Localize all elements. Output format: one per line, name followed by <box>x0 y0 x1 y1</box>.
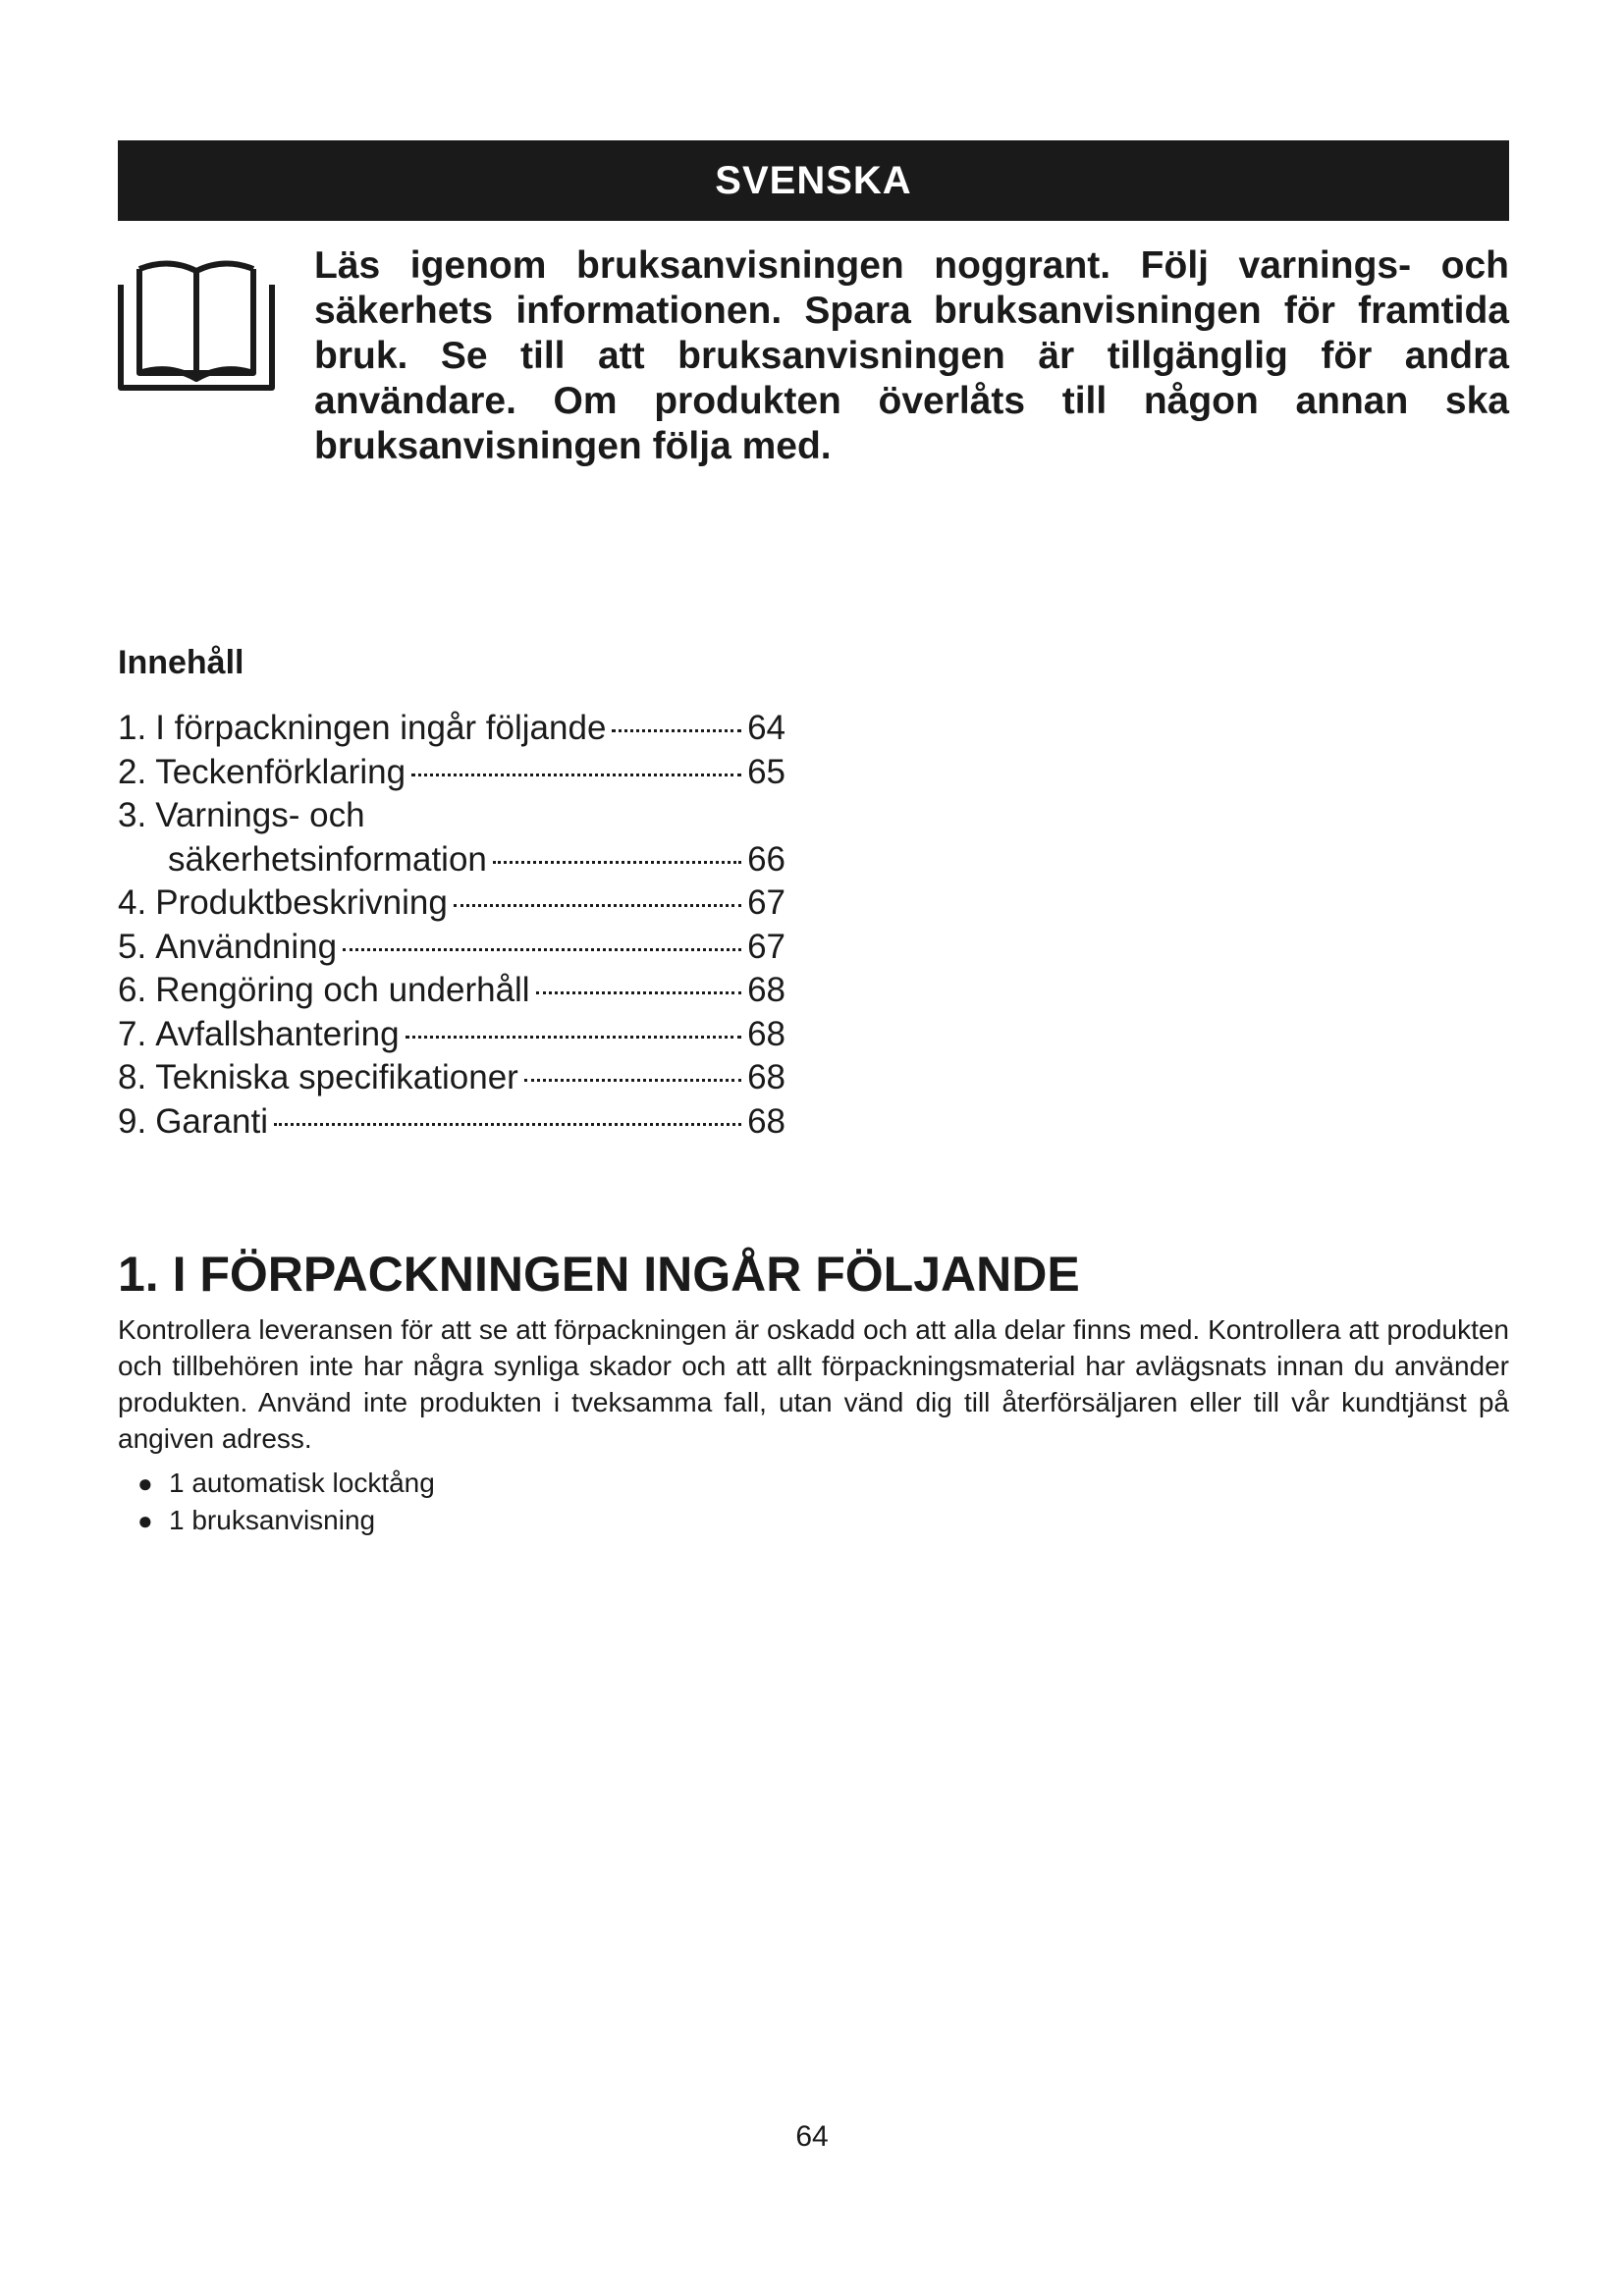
toc-entry-number: 2. <box>118 752 147 791</box>
toc-entry-title: Användning <box>155 927 338 966</box>
toc-entry-page: 67 <box>747 927 785 966</box>
toc-heading: Innehåll <box>118 644 244 681</box>
section-body-text: Kontrollera leveransen för att se att förpackningen är oskadd och att alla delar finns med. Kontrollera att produkten och tillbehören inte har några synliga skador och att allt förpackningsmaterial har avlägsnats innan du använder produkten. Använd inte produkten i tveksamma fall, utan vänd dig till återförsäljaren eller till vår kundtjänst på angiven adress. <box>118 1314 1509 1454</box>
toc-entry[interactable] <box>118 1100 785 1145</box>
toc-entry[interactable] <box>118 751 785 795</box>
toc-entry[interactable] <box>118 969 785 1013</box>
toc-entry[interactable] <box>118 1056 785 1100</box>
toc-entry-page: 68 <box>747 971 785 1009</box>
language-banner <box>118 140 1509 221</box>
toc-leader-dots <box>406 1036 741 1039</box>
language-title: SVENSKA <box>715 158 912 202</box>
toc-entry-title: I förpackningen ingår följande <box>155 709 607 747</box>
intro-notice: Läs igenom bruksanvisningen noggrant. Följ varnings- och säkerhets informationen. Spara bruksanvisningen för framtida bruk. Se till att bruksanvisningen är tillgänglig för andra användare. Om produkten överlåts till någon annan ska bruksanvisningen följa med. <box>314 244 1509 467</box>
toc-leader-dots <box>612 729 741 732</box>
toc-entry-number: 6. <box>118 971 147 1009</box>
toc-entry[interactable] <box>118 794 785 838</box>
toc-entry[interactable] <box>118 881 785 926</box>
list-item-text: 1 bruksanvisning <box>169 1505 376 1535</box>
toc-leader-dots <box>343 948 741 951</box>
toc-entry-number: 1. <box>118 709 147 747</box>
toc-entry-page: 65 <box>747 752 785 791</box>
toc-entry-title: Garanti <box>155 1101 268 1141</box>
toc-leader-dots <box>493 861 741 864</box>
toc-entry-page: 64 <box>747 709 785 747</box>
list-item-text: 1 automatisk locktång <box>169 1468 435 1498</box>
toc-entry-number: 9. <box>118 1101 147 1141</box>
toc-entry-title: Teckenförklaring <box>155 752 406 791</box>
toc-leader-dots <box>274 1123 741 1126</box>
toc-leader-dots <box>411 774 741 776</box>
bullet-icon: ● <box>137 1468 153 1498</box>
toc-entry-title-continued: säkerhetsinformation <box>168 839 487 879</box>
toc-entry-page: 68 <box>747 1014 785 1053</box>
open-book-icon <box>118 257 275 391</box>
toc-entry-title: Varnings- och <box>155 796 365 834</box>
toc-entry-page: 68 <box>747 1101 785 1141</box>
toc-entry[interactable] <box>118 926 785 970</box>
toc-entry-page: 66 <box>747 839 785 879</box>
table-of-contents <box>118 707 785 1144</box>
bullet-icon: ● <box>137 1506 153 1535</box>
toc-entry-page: 68 <box>747 1058 785 1096</box>
toc-leader-dots <box>524 1079 741 1082</box>
toc-entry-number: 8. <box>118 1058 147 1096</box>
toc-entry-title: Tekniska specifikationer <box>155 1058 518 1096</box>
toc-entry-number: 3. <box>118 796 147 834</box>
toc-entry-page: 67 <box>747 883 785 922</box>
toc-entry-number: 5. <box>118 927 147 966</box>
list-item <box>137 1502 435 1539</box>
page-number: 64 <box>795 2120 829 2153</box>
toc-entry-number: 4. <box>118 883 147 922</box>
toc-entry[interactable] <box>118 1013 785 1057</box>
toc-entry-title: Avfallshantering <box>155 1014 400 1053</box>
toc-entry-title: Produktbeskrivning <box>155 883 448 922</box>
section-title: 1. I FÖRPACKNINGEN INGÅR FÖLJANDE <box>118 1247 1080 1302</box>
toc-entry[interactable] <box>118 707 785 751</box>
toc-entry-number: 7. <box>118 1014 147 1053</box>
toc-leader-dots <box>536 991 741 994</box>
toc-entry-continuation[interactable] <box>118 838 785 882</box>
toc-leader-dots <box>454 904 741 907</box>
list-item <box>137 1465 435 1502</box>
toc-entry-title: Rengöring och underhåll <box>155 971 530 1009</box>
package-contents-list <box>137 1465 435 1539</box>
